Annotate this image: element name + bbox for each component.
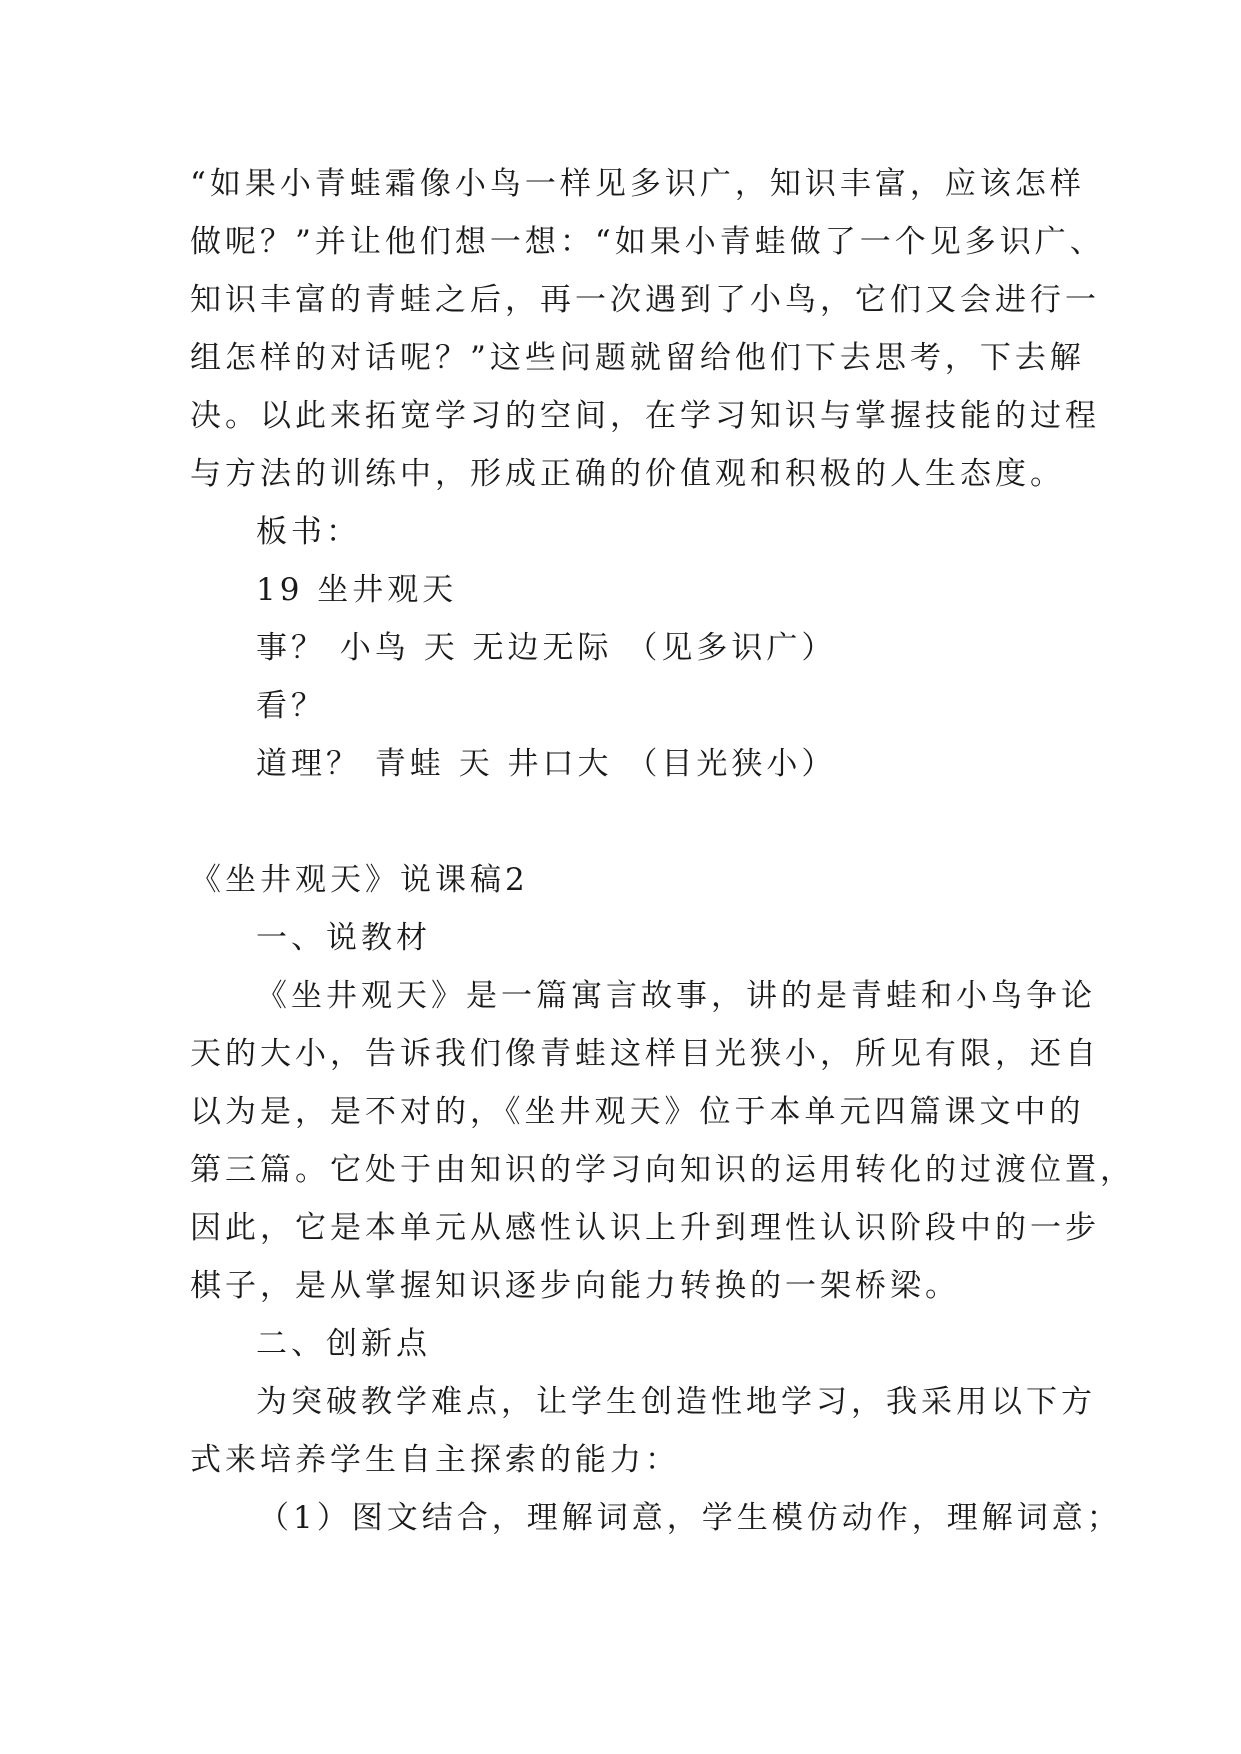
board-line: 看？ [256,688,326,724]
section-heading: 二、创新点 [256,1326,431,1362]
board-line: 事？ 小鸟 天 无边无际 （见多识广） [256,630,837,666]
paragraph-line: 决。以此来拓宽学习的空间，在学习知识与掌握技能的过程 [190,398,1100,434]
paragraph-line: 与方法的训练中，形成正确的价值观和积极的人生态度。 [190,456,1065,492]
paragraph-line: 组怎样的对话呢？”这些问题就留给他们下去思考，下去解 [190,340,1085,376]
list-item: （1）图文结合，理解词意，学生模仿动作，理解词意； [258,1500,1122,1536]
paragraph-line: 为突破教学难点，让学生创造性地学习，我采用以下方 [256,1384,1096,1420]
paragraph-line: 第三篇。它处于由知识的学习向知识的运用转化的过渡位置， [190,1152,1135,1188]
paragraph-line: 《坐井观天》是一篇寓言故事，讲的是青蛙和小鸟争论 [256,978,1096,1014]
document-title: 《坐井观天》说课稿2 [190,862,529,898]
paragraph-line: 以为是，是不对的，《坐井观天》位于本单元四篇课文中的 [190,1094,1085,1130]
paragraph-line: 知识丰富的青蛙之后，再一次遇到了小鸟，它们又会进行一 [190,282,1100,318]
paragraph-line: 因此，它是本单元从感性认识上升到理性认识阶段中的一步 [190,1210,1100,1246]
board-line: 19 坐井观天 [256,572,458,608]
section-heading: 一、说教材 [256,920,431,956]
paragraph-line: 天的大小，告诉我们像青蛙这样目光狭小，所见有限，还自 [190,1036,1100,1072]
paragraph-line: 棋子，是从掌握知识逐步向能力转换的一架桥梁。 [190,1268,960,1304]
paragraph-line: 式来培养学生自主探索的能力： [190,1442,680,1478]
paragraph-line: “如果小青蛙霜像小鸟一样见多识广，知识丰富，应该怎样 [190,166,1085,202]
board-label: 板书： [256,514,361,550]
paragraph-line: 做呢？”并让他们想一想：“如果小青蛙做了一个见多识广、 [190,224,1105,260]
board-line: 道理？ 青蛙 天 井口大 （目光狭小） [256,746,837,782]
